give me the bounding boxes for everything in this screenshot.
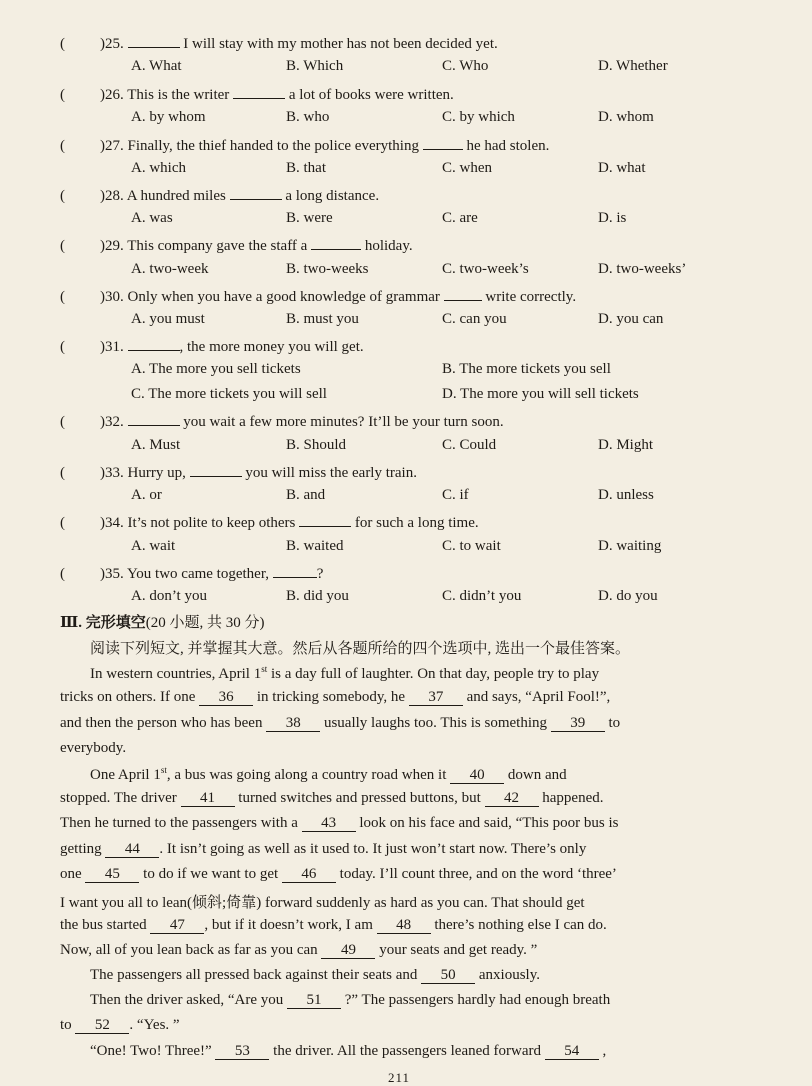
blank-42[interactable]: 42 — [485, 790, 539, 807]
blank-44[interactable]: 44 — [105, 841, 159, 858]
answer-paren[interactable]: ( — [60, 188, 65, 204]
question-35: ( )35. You two came together, ? — [60, 563, 323, 583]
option-b[interactable]: B. waited — [286, 538, 344, 554]
answer-paren[interactable]: ( — [60, 289, 65, 305]
option-c[interactable]: C. Who — [442, 58, 489, 74]
option-a[interactable]: A. by whom — [131, 109, 206, 125]
passage-line: getting 44 . It isn’t going as well as it used to. It just won’t start now. There’s only — [60, 841, 587, 857]
answer-paren[interactable]: ( — [60, 566, 65, 582]
answer-blank — [128, 33, 180, 48]
answer-paren[interactable]: ( — [60, 515, 65, 531]
answer-blank — [444, 286, 482, 301]
option-b[interactable]: B. were — [286, 210, 333, 226]
passage-line: the bus started 47 , but if it doesn’t work, I am 48 there’s nothing else I can do. — [60, 917, 607, 933]
question-32: ( )32. you wait a few more minutes? It’ll be your turn soon. — [60, 411, 504, 431]
question-33: ( )33. Hurry up, you will miss the early train. — [60, 462, 417, 482]
option-a[interactable]: A. which — [131, 160, 186, 176]
option-b[interactable]: B. that — [286, 160, 326, 176]
blank-47[interactable]: 47 — [150, 917, 204, 934]
answer-blank — [299, 512, 351, 527]
option-a[interactable]: A. Must — [131, 437, 181, 453]
blank-48[interactable]: 48 — [377, 917, 431, 934]
blank-36[interactable]: 36 — [199, 689, 253, 706]
answer-paren[interactable]: ( — [60, 414, 65, 430]
blank-50[interactable]: 50 — [421, 967, 475, 984]
passage-line: In western countries, April 1st is a day full of laughter. On that day, people try to play — [90, 664, 600, 682]
blank-37[interactable]: 37 — [409, 689, 463, 706]
option-b[interactable]: B. must you — [286, 311, 359, 327]
option-c[interactable]: C. two-week’s — [442, 261, 529, 277]
option-a[interactable]: A. The more you sell tickets — [131, 361, 301, 377]
passage-line: everybody. — [60, 740, 127, 756]
answer-paren[interactable]: ( — [60, 339, 65, 355]
passage-line: Then the driver asked, “Are you 51 ?” The passengers hardly had enough breath — [90, 992, 611, 1008]
answer-blank — [230, 185, 282, 200]
blank-54[interactable]: 54 — [545, 1043, 599, 1060]
option-d[interactable]: D. Whether — [598, 58, 668, 74]
answer-blank — [190, 462, 242, 477]
blank-51[interactable]: 51 — [287, 992, 341, 1009]
page-number: 211 — [388, 1070, 411, 1085]
blank-43[interactable]: 43 — [302, 815, 356, 832]
answer-paren[interactable]: ( — [60, 465, 65, 481]
passage-line: stopped. The driver 41 turned switches and pressed buttons, but 42 happened. — [60, 790, 604, 806]
option-c[interactable]: C. to wait — [442, 538, 501, 554]
option-a[interactable]: A. was — [131, 210, 173, 226]
answer-blank — [128, 411, 180, 426]
passage-line: Now, all of you lean back as far as you can 49 your seats and get ready. ” — [60, 942, 538, 958]
option-d[interactable]: D. is — [598, 210, 627, 226]
option-d[interactable]: D. Might — [598, 437, 654, 453]
passage-line: and then the person who has been 38 usually laughs too. This is something 39 to — [60, 715, 621, 731]
option-b[interactable]: B. two-weeks — [286, 261, 369, 277]
option-d[interactable]: D. The more you will sell tickets — [442, 386, 639, 402]
option-c[interactable]: C. if — [442, 487, 469, 503]
option-a[interactable]: A. two-week — [131, 261, 209, 277]
option-a[interactable]: A. or — [131, 487, 162, 503]
answer-paren[interactable]: ( — [60, 87, 65, 103]
answer-blank — [273, 563, 317, 578]
option-a[interactable]: A. wait — [131, 538, 176, 554]
question-30: ( )30. Only when you have a good knowledge of grammar write correctly. — [60, 286, 576, 306]
option-c[interactable]: C. can you — [442, 311, 507, 327]
question-34: ( )34. It’s not polite to keep others for such a long time. — [60, 512, 479, 532]
option-a[interactable]: A. you must — [131, 311, 205, 327]
option-c[interactable]: C. Could — [442, 437, 497, 453]
section-instruction: 阅读下列短文, 并掌握其大意。然后从各题所给的四个选项中, 选出一个最佳答案。 — [90, 641, 631, 657]
option-b[interactable]: B. did you — [286, 588, 349, 604]
question-26: ( )26. This is the writer a lot of books were written. — [60, 84, 454, 104]
blank-38[interactable]: 38 — [266, 715, 320, 732]
option-d[interactable]: D. do you — [598, 588, 658, 604]
passage-line: one 45 to do if we want to get 46 today. I’ll count three, and on the word ‘three’ — [60, 866, 617, 882]
blank-46[interactable]: 46 — [282, 866, 336, 883]
answer-blank — [233, 84, 285, 99]
question-27: ( )27. Finally, the thief handed to the police everything he had stolen. — [60, 135, 549, 155]
blank-45[interactable]: 45 — [85, 866, 139, 883]
option-a[interactable]: A. don’t you — [131, 588, 207, 604]
passage-line: “One! Two! Three!” 53 the driver. All the passengers leaned forward 54 , — [90, 1043, 607, 1059]
passage-line: One April 1st, a bus was going along a country road when it 40 down and — [90, 765, 567, 783]
option-c[interactable]: C. are — [442, 210, 478, 226]
question-29: ( )29. This company gave the staff a holiday. — [60, 235, 413, 255]
blank-41[interactable]: 41 — [181, 790, 235, 807]
option-c[interactable]: C. when — [442, 160, 492, 176]
passage-line: The passengers all pressed back against their seats and 50 anxiously. — [90, 967, 540, 983]
option-b[interactable]: B. and — [286, 487, 326, 503]
answer-blank — [128, 336, 180, 351]
question-31: ( )31. , the more money you will get. — [60, 336, 364, 356]
passage-line: to 52 . “Yes. ” — [60, 1017, 180, 1033]
answer-paren[interactable]: ( — [60, 138, 65, 154]
option-d[interactable]: D. two-weeks’ — [598, 261, 687, 277]
option-d[interactable]: D. unless — [598, 487, 654, 503]
option-b[interactable]: B. Should — [286, 437, 347, 453]
option-b[interactable]: B. The more tickets you sell — [442, 361, 611, 377]
option-b[interactable]: B. Which — [286, 58, 344, 74]
option-d[interactable]: D. whom — [598, 109, 654, 125]
answer-blank — [423, 135, 463, 150]
passage-line: tricks on others. If one 36 in tricking somebody, he 37 and says, “April Fool!”, — [60, 689, 611, 705]
answer-paren[interactable]: ( — [60, 238, 65, 254]
option-c[interactable]: C. by which — [442, 109, 515, 125]
passage-line: I want you all to lean(倾斜;倚靠) forward suddenly as hard as you can. That should get — [60, 895, 585, 911]
option-d[interactable]: D. you can — [598, 311, 664, 327]
option-d[interactable]: D. what — [598, 160, 646, 176]
passage-line: Then he turned to the passengers with a 43 look on his face and said, “This poor bus is — [60, 815, 619, 831]
option-c[interactable]: C. didn’t you — [442, 588, 522, 604]
option-b[interactable]: B. who — [286, 109, 330, 125]
blank-52[interactable]: 52 — [75, 1017, 129, 1034]
answer-paren[interactable]: ( — [60, 36, 65, 52]
question-25: ( )25. I will stay with my mother has not been decided yet. — [60, 33, 498, 53]
blank-40[interactable]: 40 — [450, 767, 504, 784]
blank-53[interactable]: 53 — [215, 1043, 269, 1060]
option-d[interactable]: D. waiting — [598, 538, 662, 554]
answer-blank — [311, 235, 361, 250]
option-a[interactable]: A. What — [131, 58, 182, 74]
question-28: ( )28. A hundred miles a long distance. — [60, 185, 379, 205]
blank-39[interactable]: 39 — [551, 715, 605, 732]
blank-49[interactable]: 49 — [321, 942, 375, 959]
option-c[interactable]: C. The more tickets you will sell — [131, 386, 327, 402]
section-heading: Ⅲ. 完形填空(20 小题, 共 30 分) — [60, 615, 265, 631]
